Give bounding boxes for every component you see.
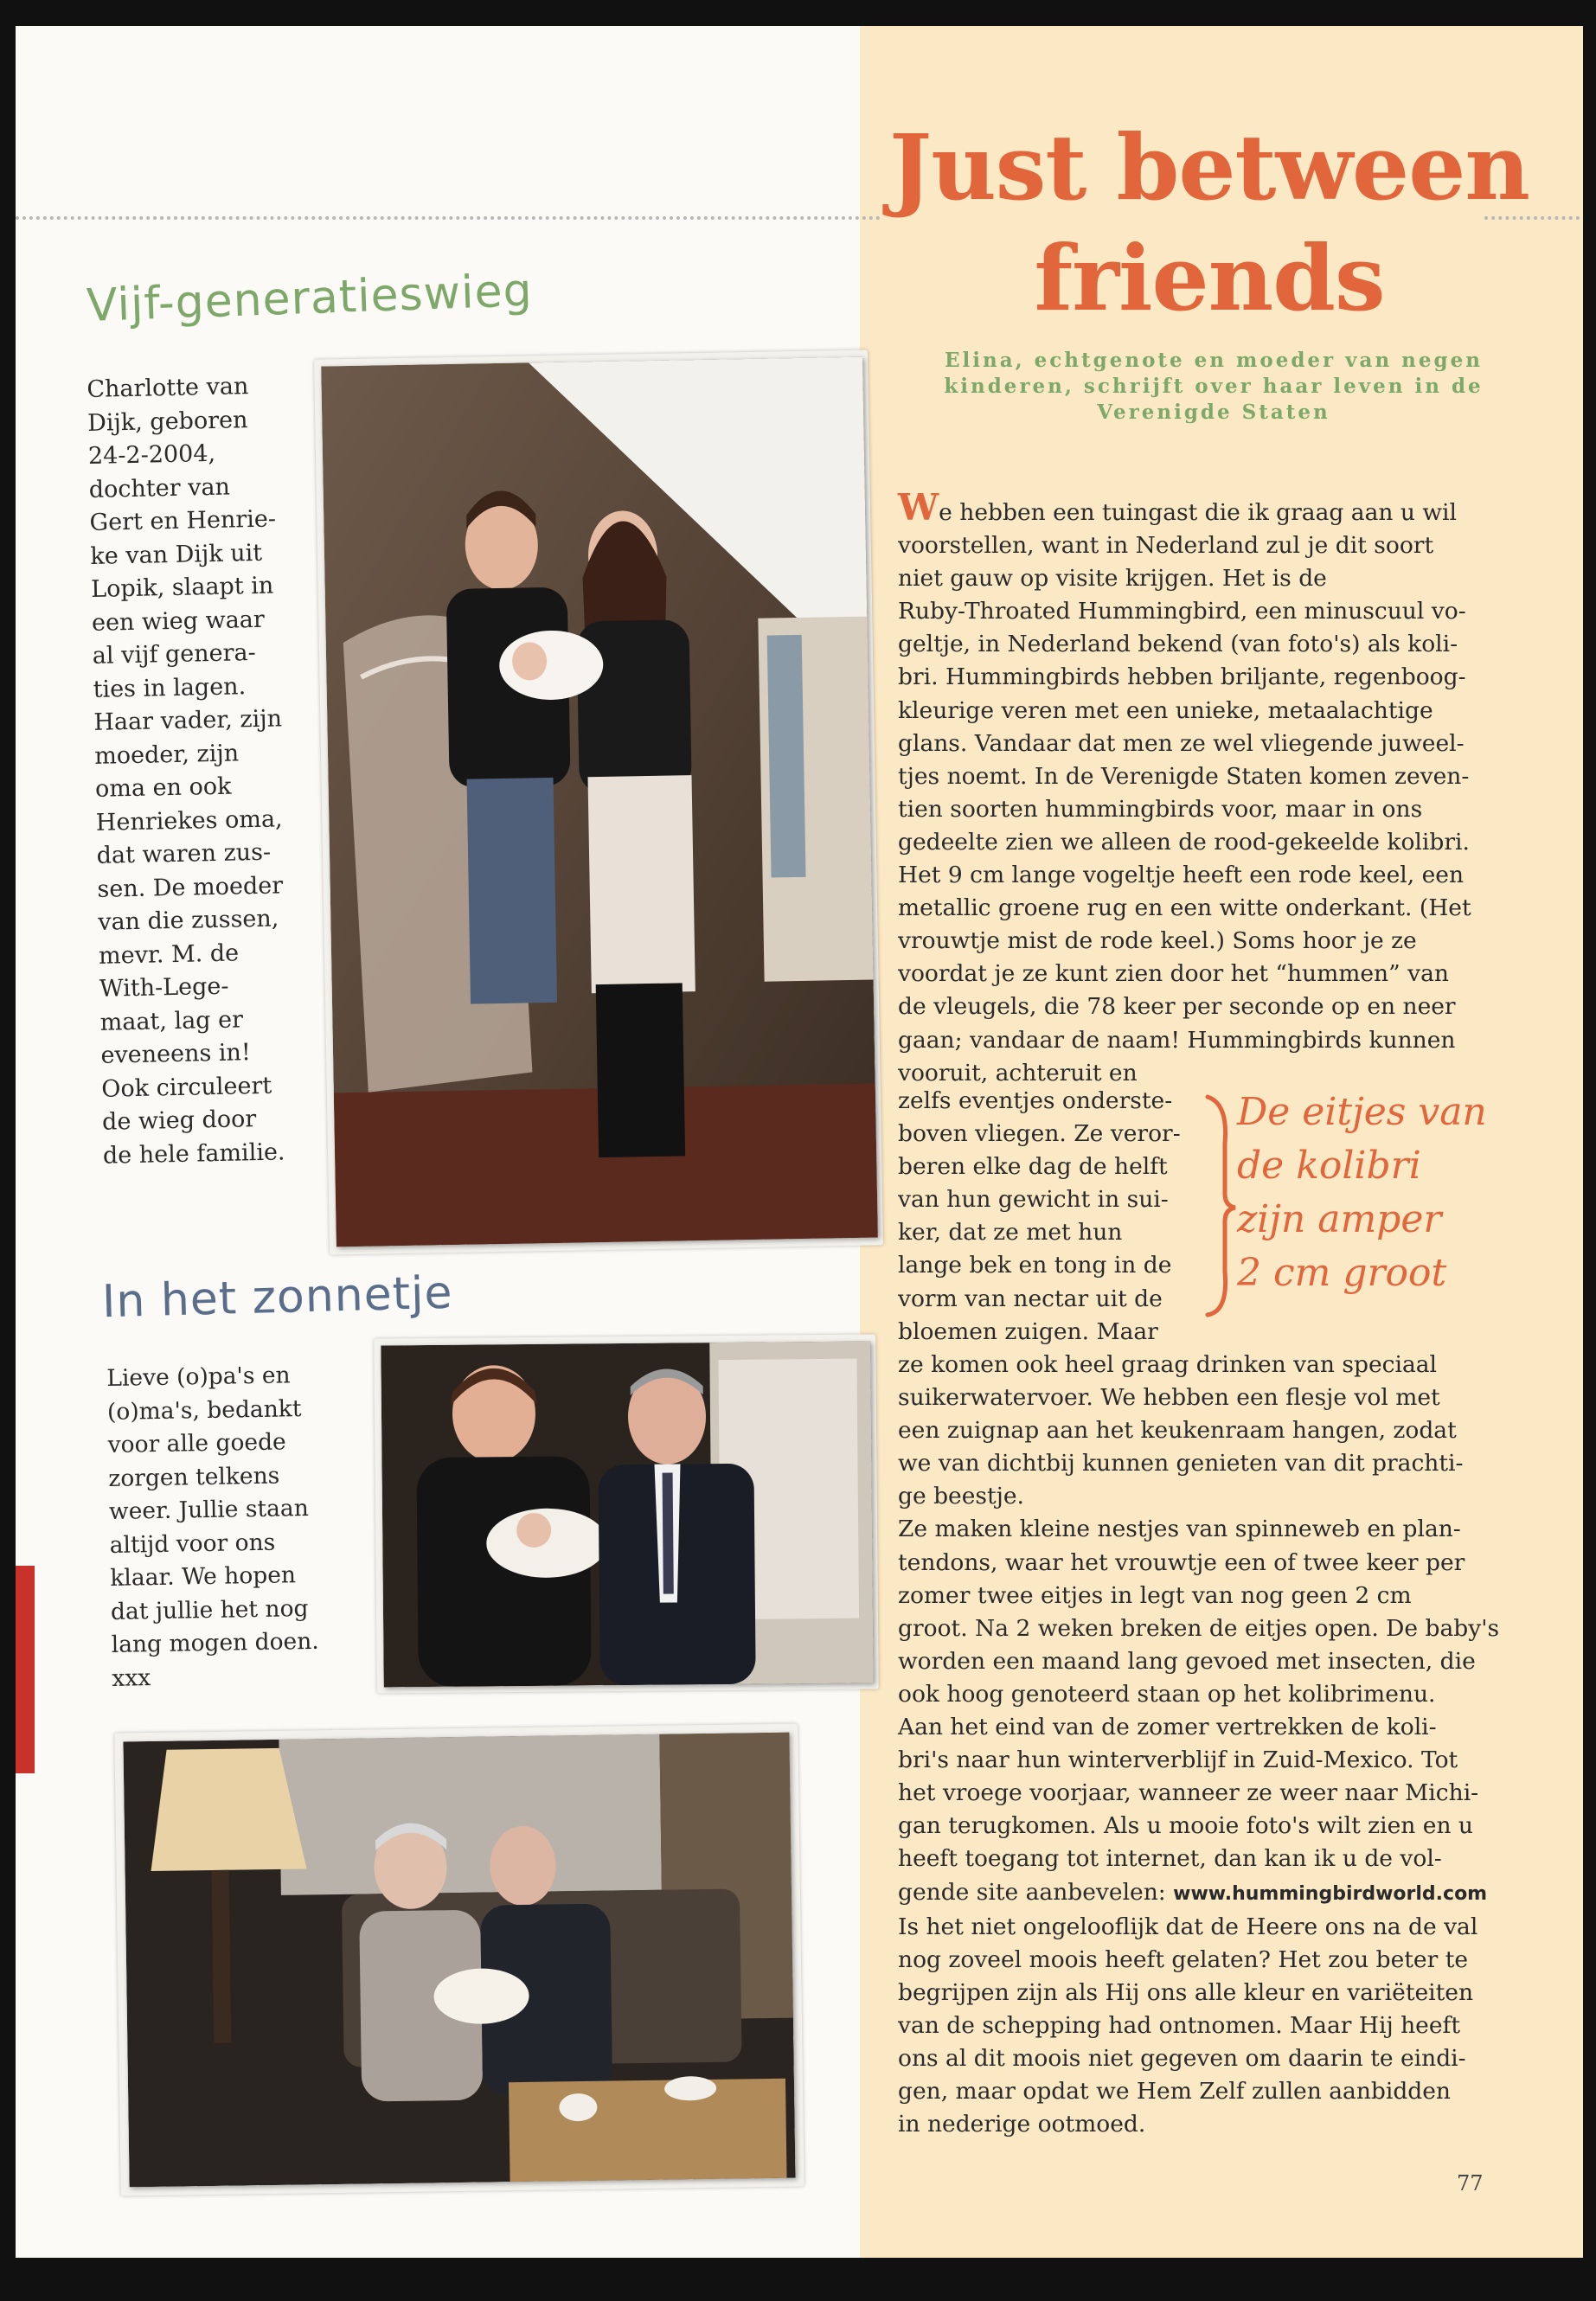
living-room-photo [123,1733,795,2188]
section-heading-cradle: Vijf-generatieswieg [86,265,534,332]
pullquote: De eitjes van de kolibri zijn amper 2 cm groot [1237,1090,1487,1295]
article-closing-text: Is het niet ongelooflijk dat de Heere ons na de val nog zoveel moois heeft gelaten? Het zou beter te begrijpen zijn als Hij ons alle kleur en variëteiten van de schepping had ontnomen. Maar Hij heeft ons al dit moois niet gegeven om daarin te eindi- gen, maar opdat we Hem Zelf zullen aanbidden in nederige ootmoed. [898,1913,1478,2138]
red-edge-tab [16,1566,35,1773]
family-cradle-photo [321,357,878,1247]
section-heading-grandparents: In het zonnetje [101,1266,454,1329]
article-rest-text: ze komen ook heel graag drinken van speciaal suikerwatervoer. We hebben een flesje vol met een zuignap aan het keukenraam hangen, zodat we van dichtbij kunnen genieten van dit prachti- ge beestje. Ze maken kleine nestjes van spinneweb en plan- tendons, waar het vrouwtje een of twee keer per zomer twee eitjes in legt van nog geen 2 cm groot. Na 2 weken breken de eitjes open. De baby's worden een maand lang gevoed met insecten, die ook hoog genoteerd staan op het kolibrimenu. Aan het eind van de zomer vertrekken de koli- bri's naar hun winterverblijf in Zuid-Mexico. Tot het vroege voorjaar, wanneer ze weer naar Michi- gan terugkomen. Als u mooie foto's wilt zien en u heeft toegang tot internet, dan kan ik u de vol- gende site aanbevelen: [898,1351,1500,1906]
section-text-cradle: Charlotte van Dijk, geboren 24-2-2004, dochter van Gert en Henrie- ke van Dijk uit Lopik, slaapt in een wieg waar al vijf genera- ties in lagen. Haar vader, zijn moeder, zijn oma en ook Henriekes oma, dat waren zus- sen. De moeder van die zussen, mevr. M. de With-Lege- maat, lag er eveneens in! Ook circuleert de wieg door de hele familie. [87,373,285,1170]
article-body-narrow: zelfs eventjes onderste- boven vliegen. Ze veror- beren elke dag de helft van hun gewicht in sui- ker, dat ze met hun lange bek en tong in de vorm van nectar uit de bloemen zuigen. Maar [898,1087,1181,1345]
website-link[interactable]: www.hummingbirdworld.com [1173,1882,1488,1905]
article-subtitle: Elina, echtgenote en moeder van negen kinderen, schrijft over haar leven in de Verenigde Staten [944,349,1484,424]
article-body-intro [898,486,1521,1090]
magazine-page [16,26,1583,2258]
grandparents-photo [381,1342,873,1688]
drop-cap: W [898,486,939,529]
article-body-rest [898,1349,1521,2141]
pullquote-bracket [1199,1092,1242,1320]
article-intro-text: e hebben een tuingast die ik graag aan u wil voorstellen, want in Nederland zul je dit soort niet gauw op visite krijgen. Het is de Ruby-Throated Hummingbird, een minuscuul vo- geltje, in Nederland bekend (van foto's) als koli- bri. Hummingbirds hebben briljante, regenboog- kleurige veren met een unieke, metaalachtige glans. Vandaar dat men ze wel vliegende juweel- tjes noemt. In de Verenigde Staten komen zeven- tien soorten hummingbirds voor, maar in ons gedeelte zien we alleen de rood-gekeelde kolibri. Het 9 cm lange vogeltje heeft een rode keel, een metallic groene rug en een witte onderkant. (Het vrouwtje mist de rode keel.) Soms hoor je ze voordat je ze kunt zien door het “hummen” van de vleugels, die 78 keer per seconde op en neer gaan; vandaar de naam! Hummingbirds kunnen vooruit, achteruit en [898,499,1471,1086]
article-title: Just between friends [888,114,1530,331]
section-text-grandparents: Lieve (o)pa's en (o)ma's, bedankt voor alle goede zorgen telkens weer. Jullie staan altijd voor ons klaar. We hopen dat jullie het nog lang mogen doen. xxx [106,1362,319,1692]
page-number: 77 [1457,2171,1484,2195]
dotted-rule-left [16,216,881,220]
